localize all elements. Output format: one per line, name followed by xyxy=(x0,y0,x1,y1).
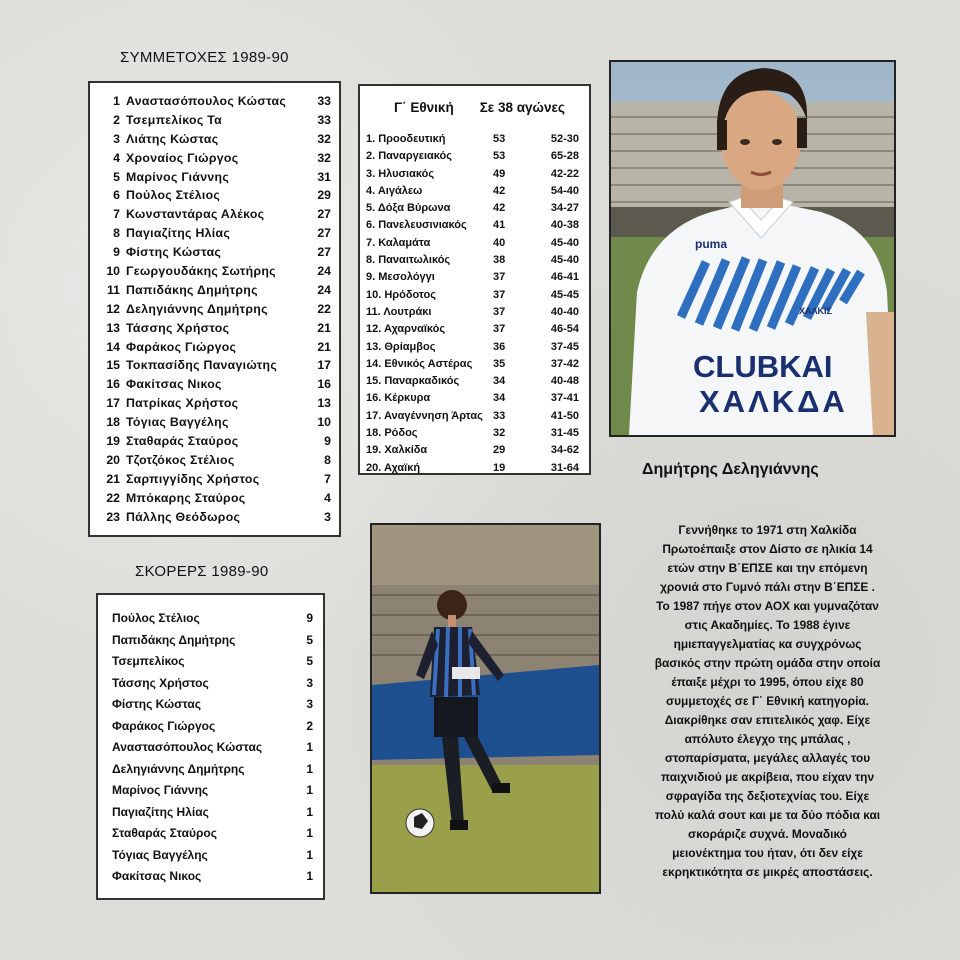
appearances-count: 3 xyxy=(324,509,331,524)
appearances-count: 27 xyxy=(317,226,331,241)
scorers-row xyxy=(112,716,313,738)
appearances-rank: 22 xyxy=(106,490,120,505)
appearances-row xyxy=(96,338,331,357)
appearances-player-name: Τζοτζόκος Στέλιος xyxy=(126,452,235,467)
appearances-row xyxy=(96,243,331,262)
appearances-count: 10 xyxy=(317,415,331,430)
league-points: 37 xyxy=(493,288,506,301)
league-row xyxy=(366,131,579,148)
appearances-row xyxy=(96,224,331,243)
scorers-row xyxy=(112,802,313,824)
appearances-player-name: Μαρίνος Γιάννης xyxy=(126,169,230,184)
appearances-count: 31 xyxy=(317,169,331,184)
league-title: Γ΄ Εθνική xyxy=(394,100,454,115)
appearances-player-name: Τοκπασίδης Παναγιώτης xyxy=(126,358,278,373)
league-goals: 45-40 xyxy=(550,254,579,267)
league-row xyxy=(366,425,579,442)
appearances-count: 33 xyxy=(317,94,331,108)
league-points: 36 xyxy=(493,340,506,353)
scorer-goals: 3 xyxy=(306,675,313,690)
appearances-count: 33 xyxy=(317,112,331,127)
scorers-row xyxy=(112,780,313,802)
appearances-player-name: Πούλος Στέλιος xyxy=(126,188,221,203)
appearances-row xyxy=(96,281,331,300)
appearances-player-name: Λιάτης Κώστας xyxy=(126,131,219,146)
league-points: 32 xyxy=(493,427,506,440)
league-row xyxy=(366,460,579,477)
league-points: 33 xyxy=(493,409,506,422)
scorer-goals: 2 xyxy=(306,718,313,733)
appearances-player-name: Φακίτσας Νικος xyxy=(126,377,222,392)
appearances-rank: 20 xyxy=(106,452,120,467)
appearances-count: 24 xyxy=(317,282,331,297)
scorer-name: Πούλος Στέλιος xyxy=(112,611,200,625)
player-action-photo xyxy=(370,523,601,894)
league-subtitle: Σε 38 αγώνες xyxy=(479,100,565,115)
league-team: 19. Χαλκίδα xyxy=(366,444,428,457)
league-goals: 40-38 xyxy=(550,219,579,232)
appearances-row xyxy=(96,489,331,508)
league-goals: 37-45 xyxy=(550,340,579,353)
scorer-goals: 1 xyxy=(306,847,313,862)
league-row xyxy=(366,287,579,304)
appearances-player-name: Πατρίκας Χρήστος xyxy=(126,396,239,411)
appearances-row xyxy=(96,375,331,394)
league-points: 37 xyxy=(493,305,506,318)
league-points: 34 xyxy=(493,392,506,405)
scorer-name: Μαρίνος Γιάννης xyxy=(112,783,209,797)
appearances-count: 27 xyxy=(317,245,331,260)
appearances-rank: 6 xyxy=(113,188,120,203)
appearances-rank: 19 xyxy=(106,434,120,449)
appearances-count: 7 xyxy=(324,471,331,486)
appearances-row xyxy=(96,319,331,338)
scorers-row xyxy=(112,759,313,781)
appearances-row xyxy=(96,470,331,489)
league-team: 2. Παναργειακός xyxy=(366,150,452,163)
league-team: 10. Ηρόδοτος xyxy=(366,288,436,301)
appearances-title: ΣΥΜΜΕΤΟΧΕΣ 1989-90 xyxy=(120,49,289,66)
appearances-count: 21 xyxy=(317,320,331,335)
league-team: 20. Αχαϊκή xyxy=(366,461,421,474)
appearances-rank: 11 xyxy=(107,282,120,297)
league-row xyxy=(366,390,579,407)
league-points: 35 xyxy=(493,357,506,370)
appearances-count: 29 xyxy=(317,188,331,203)
league-points: 40 xyxy=(493,236,506,249)
appearances-player-name: Παγιαζίτης Ηλίας xyxy=(126,226,231,241)
league-goals: 42-22 xyxy=(550,167,579,180)
league-points: 38 xyxy=(493,254,506,267)
scorer-name: Παπιδάκης Δημήτρης xyxy=(112,632,236,647)
appearances-rank: 10 xyxy=(106,264,120,279)
scorers-row xyxy=(112,651,313,673)
scorers-row xyxy=(112,608,313,630)
league-goals: 34-27 xyxy=(550,202,579,215)
appearances-player-name: Τάσσης Χρήστος xyxy=(126,320,230,335)
league-points: 37 xyxy=(493,271,506,284)
appearances-count: 32 xyxy=(317,150,331,165)
scorer-name: Δεληγιάννης Δημήτρης xyxy=(112,761,245,776)
league-goals: 45-45 xyxy=(550,288,579,301)
league-goals: 37-41 xyxy=(550,392,579,405)
league-points: 42 xyxy=(493,202,506,215)
scorer-name: Φακίτσας Νικος xyxy=(112,869,202,883)
league-team: 1. Προοδευτική xyxy=(366,133,446,145)
scorer-goals: 3 xyxy=(306,697,313,711)
scorers-row xyxy=(112,630,313,652)
appearances-row xyxy=(96,394,331,413)
appearances-rank: 7 xyxy=(113,207,120,222)
player-biography: Γεννήθηκε το 1971 στη Χαλκίδα Πρωτοέπαιξε στον Δίστο σε ηλικία 14 ετών στην Β΄ΕΠΣΕ και την επόμενη χρονιά στο Γυμνό πάλι στην Β΄ΕΠΣΕ . Το 1987 πήγε στον ΑΟΧ και γυμναζόταν στις Ακαδημίες. Το 1988 έγινε ημιεπαγγελματίας κα συγχρόνως βασικός στην πρώτη ομάδα στην οποία έπαιξε μέχρι το 1995, όπου είχε 80 συμμετοχές σε Γ΄ Εθνική κατηγορία. Διακρίθηκε σαν επιτελικός χαφ. Είχε απόλυτο έλεγχο της μπάλας , στοπαρίσματα, μεγάλες αλλαγές του παιχνιδιού με ακρίβεια, που είχαν την σφραγίδα της δεξιοτεχνίας του. Είχε πολύ καλά σουτ και με τα δύο πόδια και σκοράριζε συχνά. Μοναδικό μειονέκτημα του ήταν, ότι δεν είχε εκρηκτικότητα σε μικρές αποστάσεις. xyxy=(654,523,881,879)
shirt-sponsor-line1: CLUBKAI xyxy=(693,349,833,384)
appearances-row xyxy=(96,111,331,130)
appearances-rank: 9 xyxy=(113,245,120,260)
league-team: 3. Ηλυσιακός xyxy=(366,167,435,180)
appearances-count: 32 xyxy=(317,131,331,146)
appearances-row xyxy=(96,168,331,187)
appearances-row xyxy=(96,205,331,224)
appearances-player-name: Σαρπιγγίδης Χρήστος xyxy=(126,471,260,486)
shirt-brand: puma xyxy=(695,237,728,251)
league-points: 53 xyxy=(493,150,506,163)
league-team: 18. Ρόδος xyxy=(366,427,418,440)
portrait-illustration xyxy=(611,62,894,435)
league-table xyxy=(358,84,591,475)
league-row xyxy=(366,321,579,338)
scorer-goals: 1 xyxy=(306,761,313,776)
league-points: 37 xyxy=(493,323,506,336)
league-team: 12. Αχαρναϊκός xyxy=(366,323,446,336)
appearances-row xyxy=(96,186,331,205)
scorer-name: Αναστασόπουλος Κώστας xyxy=(112,740,263,754)
scorer-goals: 1 xyxy=(306,804,313,819)
scorer-name: Τόγιας Βαγγέλης xyxy=(112,847,208,862)
league-goals: 31-45 xyxy=(550,427,579,440)
scorer-name: Σταθαράς Σταύρος xyxy=(112,826,218,840)
league-goals: 40-48 xyxy=(550,375,579,388)
league-row xyxy=(366,252,579,269)
scorer-name: Φίστης Κώστας xyxy=(112,697,202,711)
league-goals: 41-50 xyxy=(550,409,579,422)
player-name: Δημήτρης Δεληγιάννης xyxy=(642,461,819,478)
league-team: 9. Μεσολόγγι xyxy=(366,271,435,284)
scorer-name: Φαράκος Γιώργος xyxy=(112,718,216,733)
scorer-goals: 9 xyxy=(306,611,313,625)
scorer-name: Τάσσης Χρήστος xyxy=(112,675,209,690)
league-goals: 31-64 xyxy=(550,461,579,474)
appearances-rank: 14 xyxy=(106,339,120,354)
league-row xyxy=(366,166,579,183)
league-team: 8. Παναιτωλικός xyxy=(366,254,451,267)
scorers-table xyxy=(96,593,325,900)
league-team: 16. Κέρκυρα xyxy=(366,392,431,405)
scorer-goals: 5 xyxy=(306,654,313,668)
appearances-player-name: Αναστασόπουλος Κώστας xyxy=(126,94,287,108)
appearances-row xyxy=(96,92,331,111)
league-points: 19 xyxy=(493,461,506,474)
scorer-goals: 5 xyxy=(306,632,313,647)
appearances-rank: 1 xyxy=(113,94,120,108)
appearances-rank: 17 xyxy=(106,396,120,411)
appearances-player-name: Παπιδάκης Δημήτρης xyxy=(126,282,258,297)
appearances-player-name: Τσεμπελίκος Τα xyxy=(126,112,223,127)
league-goals: 34-62 xyxy=(550,444,579,457)
appearances-player-name: Φαράκος Γιώργος xyxy=(126,339,237,354)
shirt-sponsor-line2: ΧΑΛΚΔΑ xyxy=(699,384,848,419)
appearances-rank: 2 xyxy=(113,112,120,127)
appearances-count: 21 xyxy=(317,339,331,354)
appearances-count: 17 xyxy=(317,358,331,373)
appearances-rank: 8 xyxy=(113,226,120,241)
appearances-rank: 15 xyxy=(106,358,120,373)
appearances-row xyxy=(96,451,331,470)
scorers-title: ΣΚΟΡΕΡΣ 1989-90 xyxy=(135,563,269,580)
league-goals: 54-40 xyxy=(550,184,579,197)
scorers-row xyxy=(112,845,313,867)
league-row xyxy=(366,373,579,390)
appearances-player-name: Τόγιας Βαγγέλης xyxy=(126,415,229,430)
appearances-row xyxy=(96,149,331,168)
league-points: 41 xyxy=(493,219,506,232)
scorer-goals: 1 xyxy=(306,869,313,883)
appearances-count: 13 xyxy=(317,396,331,411)
scorers-row xyxy=(112,866,313,888)
league-row xyxy=(366,183,579,200)
league-points: 53 xyxy=(493,133,506,145)
league-row xyxy=(366,442,579,459)
league-team: 13. Θρίαμβος xyxy=(366,340,436,353)
league-team: 11. Λουτράκι xyxy=(366,305,432,318)
league-table-header xyxy=(394,100,579,115)
league-row xyxy=(366,339,579,356)
appearances-count: 8 xyxy=(324,452,331,467)
appearances-row xyxy=(96,300,331,319)
scorer-goals: 1 xyxy=(306,783,313,797)
appearances-rank: 5 xyxy=(113,169,120,184)
appearances-count: 24 xyxy=(317,264,331,279)
scorers-row xyxy=(112,737,313,759)
league-team: 17. Αναγέννηση Άρτας xyxy=(366,409,483,422)
appearances-rank: 16 xyxy=(106,377,120,392)
appearances-row xyxy=(96,130,331,149)
league-points: 34 xyxy=(493,375,506,388)
appearances-count: 22 xyxy=(317,301,331,316)
appearances-row xyxy=(96,356,331,375)
league-team: 15. Παναρκαδικός xyxy=(366,375,460,388)
appearances-count: 4 xyxy=(324,490,331,505)
appearances-count: 27 xyxy=(317,207,331,222)
appearances-rank: 13 xyxy=(106,320,120,335)
scorer-name: Τσεμπελίκος xyxy=(112,654,185,668)
scorer-goals: 1 xyxy=(306,740,313,754)
scorers-row xyxy=(112,673,313,695)
appearances-player-name: Δεληγιάννης Δημήτρης xyxy=(126,301,268,316)
appearances-rank: 12 xyxy=(106,301,120,316)
appearances-row xyxy=(96,262,331,281)
scorer-name: Παγιαζίτης Ηλίας xyxy=(112,804,209,819)
league-team: 5. Δόξα Βύρωνα xyxy=(366,202,451,215)
appearances-player-name: Κωνσταντάρας Αλέκος xyxy=(126,207,265,222)
league-row xyxy=(366,235,579,252)
appearances-player-name: Μπόκαρης Σταύρος xyxy=(126,490,246,505)
league-row xyxy=(366,408,579,425)
appearances-player-name: Πάλλης Θεόδωρος xyxy=(126,509,241,524)
league-goals: 52-30 xyxy=(550,133,579,145)
appearances-count: 16 xyxy=(317,377,331,392)
league-row xyxy=(366,304,579,321)
league-row xyxy=(366,148,579,165)
appearances-row xyxy=(96,413,331,432)
league-points: 42 xyxy=(493,184,506,197)
league-goals: 46-54 xyxy=(550,323,579,336)
scorers-row xyxy=(112,823,313,845)
league-team: 7. Καλαμάτα xyxy=(366,236,431,249)
appearances-player-name: Σταθαράς Σταύρος xyxy=(126,434,239,449)
appearances-row xyxy=(96,432,331,451)
action-illustration xyxy=(372,525,599,892)
league-goals: 65-28 xyxy=(550,150,579,163)
appearances-rank: 4 xyxy=(113,150,120,165)
league-goals: 37-42 xyxy=(550,357,579,370)
league-points: 29 xyxy=(493,444,506,457)
league-team: 4. Αιγάλεω xyxy=(366,184,423,197)
appearances-count: 9 xyxy=(324,434,331,449)
appearances-rank: 18 xyxy=(106,415,120,430)
appearances-rank: 3 xyxy=(113,131,120,146)
appearances-player-name: Φίστης Κώστας xyxy=(126,245,222,260)
league-row xyxy=(366,356,579,373)
scorers-row xyxy=(112,694,313,716)
appearances-row xyxy=(96,508,331,527)
league-points: 49 xyxy=(493,167,506,180)
appearances-player-name: Γεωργουδάκης Σωτήρης xyxy=(126,264,276,279)
appearances-table xyxy=(88,81,341,537)
league-goals: 46-41 xyxy=(550,271,579,284)
league-goals: 45-40 xyxy=(550,236,579,249)
appearances-player-name: Χροναίος Γιώργος xyxy=(126,150,239,165)
appearances-rank: 23 xyxy=(106,509,120,524)
league-goals: 40-40 xyxy=(550,305,579,318)
scorer-goals: 1 xyxy=(306,826,313,840)
league-team: 14. Εθνικός Αστέρας xyxy=(366,357,473,370)
league-row xyxy=(366,217,579,234)
league-team: 6. Πανελευσινιακός xyxy=(366,219,467,232)
player-portrait-photo xyxy=(609,60,896,437)
league-row xyxy=(366,269,579,286)
shirt-crest-text: ΧΑΛΚΙΣ xyxy=(799,306,832,316)
league-row xyxy=(366,200,579,217)
appearances-rank: 21 xyxy=(106,471,120,486)
